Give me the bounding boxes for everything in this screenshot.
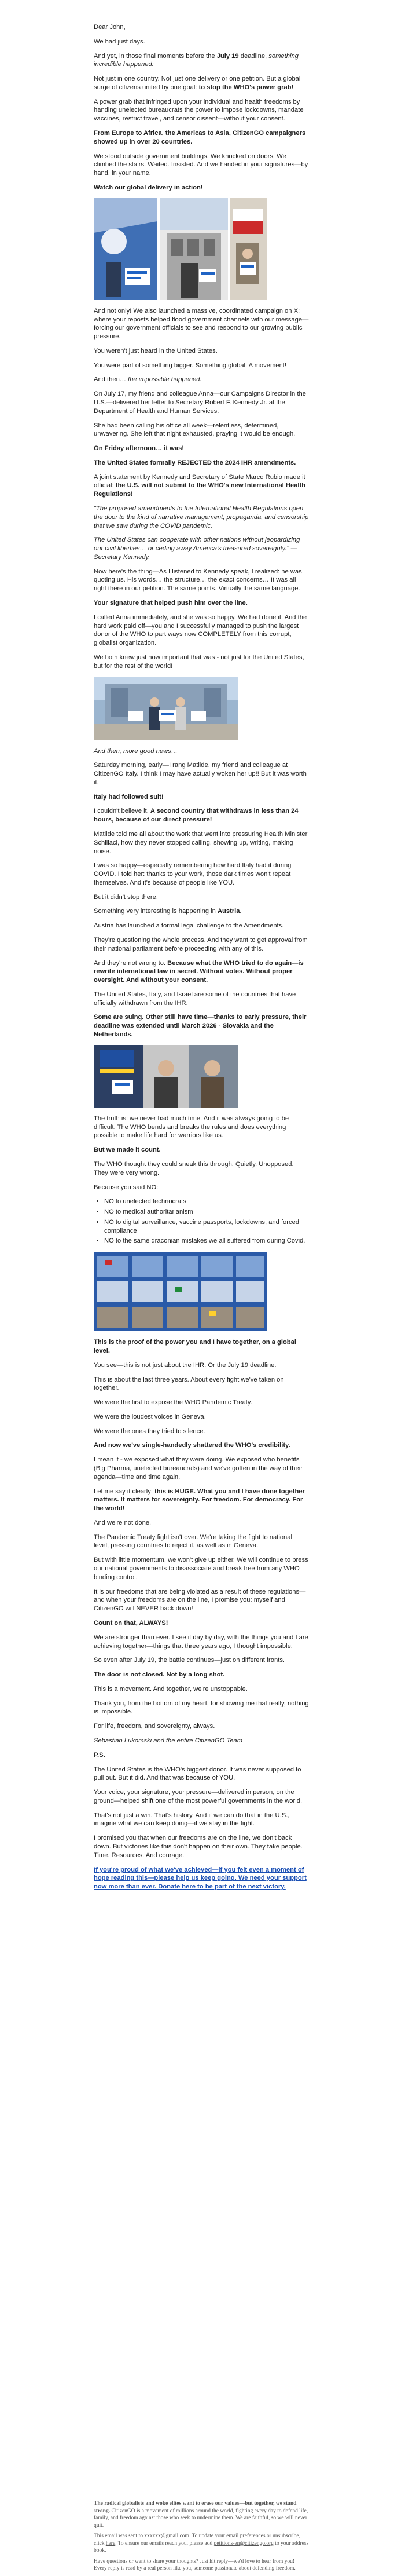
paragraph: Let me say it clearly: this is HUGE. What you and I have done together matters. It matters for sovereignty. For freedom. For democracy. For the world! (94, 1488, 305, 1512)
paragraph: From Europe to Africa, the Americas to Asia, CitizenGO campaigners showed up in over 20 countries. (94, 130, 306, 145)
paragraph: We were the first to expose the WHO Pandemic Treaty. (94, 1399, 252, 1406)
delivery-photo-2 (160, 198, 228, 300)
donate-paragraph (94, 1866, 309, 1891)
paragraph: And then, more good news… (94, 747, 178, 755)
paragraph: I promised you that when our freedoms are on the line, we don't back down. But victories like this don't happen on their own. They take people. Time. Resources. And courage. (94, 1835, 303, 1859)
paragraph: You were part of something bigger. Something global. A movement! (94, 361, 286, 369)
list-item: • NO to digital surveillance, vaccine passports, lockdowns, and forced compliance (104, 1218, 309, 1236)
no-list (94, 1197, 309, 1245)
paragraph: The United States, Italy, and Israel are some of the countries that have officially withdrawn from the IHR. (94, 991, 296, 1007)
paragraph: The door is not closed. Not by a long shot. (94, 1671, 225, 1679)
address-book-link[interactable]: petitions-en@citizengo.org (213, 2540, 274, 2546)
paragraph: A joint statement by Kennedy and Secretary of State Marco Rubio made it official: the U.S. will not submit to the WHO's new International Health Regulations! (94, 473, 306, 498)
paragraph: We had just days. (94, 38, 145, 45)
footer-mission: The radical globalists and woke elites want to erase our values—but together, we stand strong. CitizenGO is a movement of millions around the world, fighting every day to defend life, family, and freedom against those who seek to undermine them. We are faithful, so we will never quit. (94, 2501, 308, 2529)
delivery-photo-3 (230, 198, 267, 300)
paragraph: Some are suing. Other still have time—thanks to early pressure, their deadline was extended until March 2026 - Slovakia and the Netherlands. (94, 1014, 307, 1039)
paragraph: And then… the impossible happened. (94, 376, 202, 383)
paragraph: Because you said NO: (94, 1183, 159, 1191)
paragraph: Something very interesting is happening in Austria. (94, 908, 242, 915)
hhs-delivery-photo (94, 677, 238, 740)
quote: "The proposed amendments to the International Health Regulations open the door to the kind of narrative management, propaganda, and censorship that we saw during the COVID pandemic. (94, 505, 309, 529)
paragraph: I was so happy—especially remembering how hard Italy had it during COVID. I told her: thanks to your work, those dark times won't repeat themselves. And it's because of people like YOU. (94, 862, 292, 886)
paragraph: We are stronger than ever. I see it day by day, with the things you and I are achieving together—things that three years ago, I thought impossible. (94, 1634, 308, 1650)
europe-delivery-photo (94, 1045, 238, 1108)
paragraph: This is about the last three years. About every fight we've taken on together. (94, 1376, 284, 1392)
list-item: • NO to unelected technocrats (104, 1197, 309, 1206)
paragraph: We stood outside government buildings. We knocked on doors. We climbed the stairs. Waited. Insisted. And we handed in your signatures—by hand, in your name. (94, 152, 308, 177)
list-item: • NO to medical authoritarianism (104, 1208, 309, 1216)
paragraph: Your voice, your signature, your pressure—delivered in person, on the ground—helped shift one of the most powerful governments in the world. (94, 1789, 303, 1804)
section-heading: Watch our global delivery in action! (94, 184, 203, 191)
signature: Sebastian Lukomski and the entire CitizenGO Team (94, 1737, 243, 1744)
paragraph: We were the loudest voices in Geneva. (94, 1413, 206, 1420)
paragraph: A power grab that infringed upon your individual and health freedoms by handing unelected bureaucrats the power to impose lockdowns, mandate vaccines, restrict travel, and censor dissent—without your consent. (94, 98, 304, 123)
paragraph: Saturday morning, early—I rang Matilde, my friend and colleague at CitizenGO Italy. I think I may have actually woken her up!! But it was worth it. (94, 762, 307, 786)
paragraph: But it didn't stop there. (94, 893, 158, 901)
delivery-photo-1 (94, 198, 157, 300)
unsubscribe-link[interactable]: here (105, 2540, 116, 2546)
paragraph: The United States is the WHO's biggest donor. It was never supposed to pull out. But it did. And that was because of YOU. (94, 1766, 301, 1782)
paragraph: She had been calling his office all week—relentless, determined, unwavering. She left that night exhausted, praying it would be enough. (94, 422, 296, 438)
paragraph: Your signature that helped push him over the line. (94, 600, 248, 607)
footer-unsubscribe: This email was sent to xxxxxx@gmail.com. To update your email preferences or unsubscribe, click here. To ensure our emails reach you, please add petitions-en@citizengo.org to your address book. (94, 2533, 309, 2554)
paragraph: Now here's the thing—As I listened to Kennedy speak, I realized: he was quoting us. His words… the structure… the exact concerns… It was all right there in our petition. The same points. Virtually the same language. (94, 568, 302, 593)
paragraph: Austria has launched a formal legal challenge to the Amendments. (94, 922, 284, 930)
paragraph: And we're not done. (94, 1519, 152, 1526)
collage-photo (94, 1252, 267, 1331)
paragraph: That's not just a win. That's history. And if we can do that in the U.S., imagine what we can keep doing—if we stay in the fight. (94, 1811, 290, 1828)
paragraph: It is our freedoms that are being violated as a result of these regulations—and when your freedoms are on the line, I promise you: myself and CitizenGO will NEVER back down! (94, 1588, 306, 1613)
paragraph: Italy had followed suit! (94, 793, 164, 801)
email-footer (94, 2500, 309, 2576)
paragraph: Not just in one country. Not just one delivery or one petition. But a global surge of citizens united by one goal: to stop the WHO's power grab! (94, 75, 301, 91)
paragraph: Thank you, from the bottom of my heart, for showing me that really, nothing is impossible. (94, 1700, 309, 1716)
list-item: • NO to the same draconian mistakes we all suffered from during Covid. (104, 1237, 309, 1245)
paragraph: On July 17, my friend and colleague Anna—our Campaigns Director in the U.S.—delivered her letter to Secretary Robert F. Kennedy Jr. at the Department of Health and Human Services. (94, 390, 306, 415)
paragraph: We were the ones they tried to silence. (94, 1427, 205, 1435)
ps-label: P.S. (94, 1751, 105, 1759)
paragraph: I mean it - we exposed what they were doing. We exposed who benefits (Big Pharma, unelected bureaucrats) and we've gotten in the way of their agenda—time and time again. (94, 1456, 303, 1481)
quote: The United States can cooperate with other nations without jeopardizing our civil liberties… or ceding away America's treasured sovereignty." — Secretary Kennedy. (94, 536, 300, 561)
paragraph: The WHO thought they could sneak this through. Quietly. Unopposed. They were very wrong. (94, 1160, 294, 1176)
paragraph: And not only! We also launched a massive, coordinated campaign on X; where your reposts helped flood government channels with our message—forcing our government officials to see and respond to our growing public pressure. (94, 307, 309, 341)
paragraph: This is the proof of the power you and I have together, on a global level. (94, 1339, 296, 1354)
paragraph: The United States formally REJECTED the 2024 IHR amendments. (94, 459, 296, 466)
paragraph: They're questioning the whole process. And they want to get approval from their national parliament before proceeding with any of this. (94, 937, 308, 952)
paragraph: The Pandemic Treaty fight isn't over. We're taking the fight to national level, pressing countries to reject it, as well as in Geneva. (94, 1533, 292, 1550)
paragraph: And yet, in those final moments before the July 19 deadline, something incredible happened: (94, 52, 299, 68)
paragraph: But with little momentum, we won't give up either. We will continue to press our national governments to disassociate and break free from any WHO binding control. (94, 1556, 308, 1581)
paragraph: You see—this is not just about the IHR. Or the July 19 deadline. (94, 1361, 277, 1369)
paragraph: So even after July 19, the battle continues—just on different fronts. (94, 1657, 285, 1664)
donate-link[interactable]: If you're proud of what we've achieved—if you felt even a moment of hope reading this—please help us keep going. We need your support now more than ever. Donate here to be part of the next victory. (94, 1866, 307, 1891)
footer-reply: Have questions or want to share your thoughts? Just hit reply—we'd love to hear from you! Every reply is read by a real person like you, someone passionate about defending freedom. (94, 2558, 296, 2572)
paragraph: We both knew just how important that was - not just for the United States, but for the rest of the world! (94, 653, 304, 670)
greeting: Dear John, (94, 24, 126, 31)
email-body (94, 23, 309, 1897)
paragraph: For life, freedom, and sovereignty, always. (94, 1723, 215, 1730)
paragraph: I called Anna immediately, and she was so happy. We had done it. And the hard work paid off—you and I successfully managed to push the largest donor of the WHO to part ways now COMPLETELY from this corrupt, globalist organization. (94, 613, 307, 647)
paragraph: The truth is: we never had much time. And it was always going to be difficult. The WHO bends and breaks the rules and does everything possible to make life hard for warriors like us. (94, 1115, 289, 1139)
paragraph: And they're not wrong to. Because what the WHO tried to do again—is rewrite international law in secret. Without votes. Without proper oversight. And without your consent. (94, 959, 304, 984)
paragraph: And now we've single-handedly shattered the WHO's credibility. (94, 1442, 290, 1449)
paragraph: On Friday afternoon… it was! (94, 445, 185, 452)
paragraph: But we made it count. (94, 1146, 161, 1154)
paragraph: Count on that, ALWAYS! (94, 1619, 168, 1627)
paragraph: I couldn't believe it. A second country that withdraws in less than 24 hours, because of our direct pressure! (94, 807, 299, 824)
paragraph: This is a movement. And together, we're unstoppable. (94, 1685, 248, 1693)
paragraph: You weren't just heard in the United States. (94, 347, 218, 355)
paragraph: Matilde told me all about the work that went into pressuring Health Minister Schillaci, how they never stopped calling, showing up, writing, making noise. (94, 830, 308, 855)
delivery-photos (94, 198, 267, 300)
